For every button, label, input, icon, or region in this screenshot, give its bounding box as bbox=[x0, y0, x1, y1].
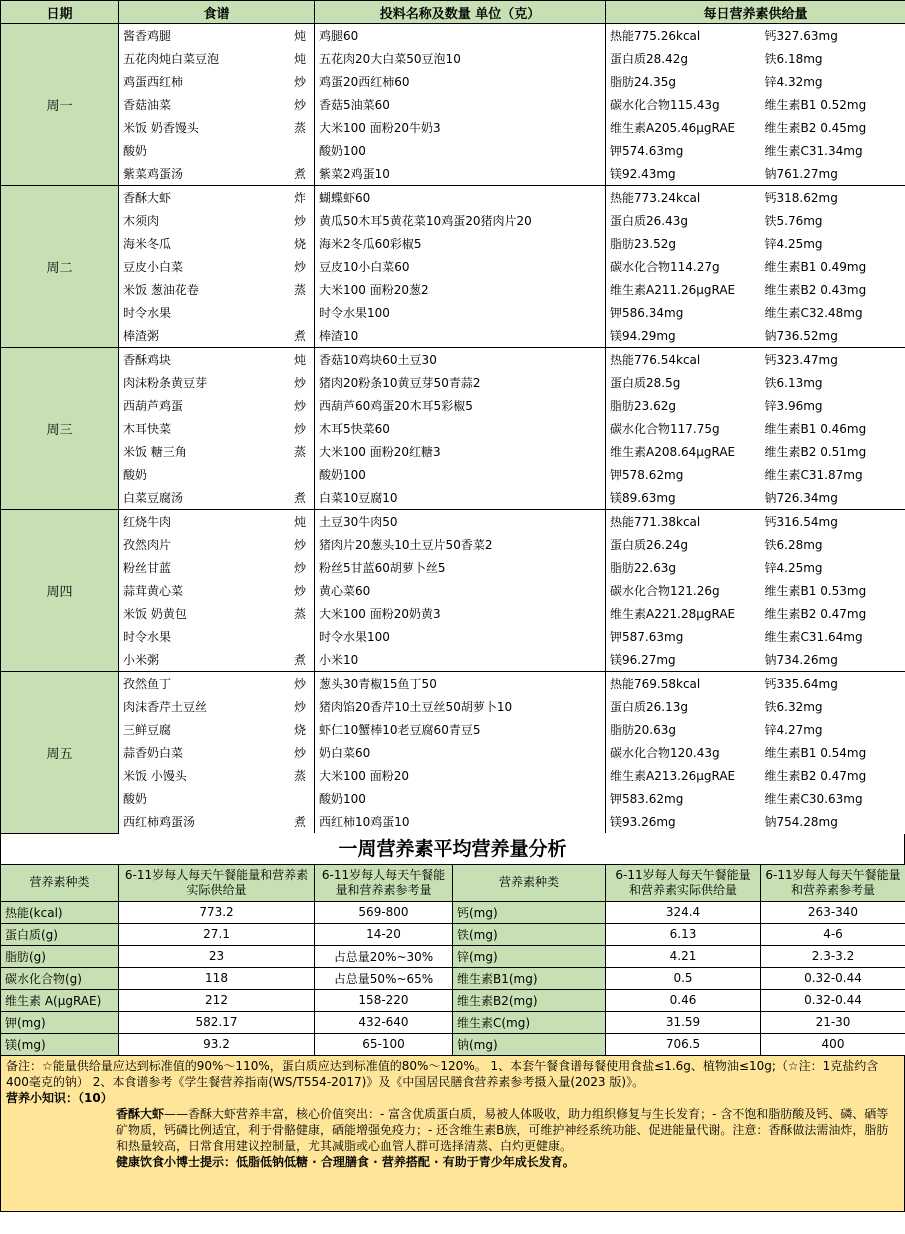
menu-row bbox=[1, 695, 905, 718]
nutrient-amount: 158-220 bbox=[315, 989, 453, 1011]
day-label: 周二 bbox=[1, 186, 119, 348]
nutrient-name: 钾(mg) bbox=[1, 1011, 119, 1033]
dish-name: 西红柿鸡蛋汤 bbox=[119, 810, 281, 833]
analysis-header-row bbox=[1, 864, 905, 901]
dish-name: 酸奶 bbox=[119, 463, 281, 486]
menu-row bbox=[1, 463, 905, 486]
nutrient-value: 蛋白质26.43g bbox=[606, 209, 761, 232]
nutrient-value: 维生素A213.26μgRAE bbox=[606, 764, 761, 787]
dish-name: 酸奶 bbox=[119, 787, 281, 810]
nutrient-amount: 0.5 bbox=[606, 967, 761, 989]
nutrient-amount: 263-340 bbox=[761, 901, 905, 923]
nutrient-value: 碳水化合物115.43g bbox=[606, 93, 761, 116]
analysis-row bbox=[1, 1011, 905, 1033]
analysis-header-actual-2: 6-11岁每人每天午餐能量和营养素实际供给量 bbox=[606, 864, 761, 901]
dish-name: 米饭 奶黄包 bbox=[119, 602, 281, 625]
notes-panel bbox=[0, 1056, 905, 1212]
ingredients-cell: 棒渣10 bbox=[315, 324, 606, 348]
nutrient-value: 维生素C31.34mg bbox=[761, 139, 905, 162]
menu-row bbox=[1, 602, 905, 625]
menu-body bbox=[1, 24, 905, 834]
nutrient-name: 维生素B1(mg) bbox=[453, 967, 606, 989]
menu-row bbox=[1, 47, 905, 70]
menu-row bbox=[1, 24, 905, 48]
analysis-row bbox=[1, 967, 905, 989]
nutrient-amount: 占总量50%~65% bbox=[315, 967, 453, 989]
nutrient-value: 维生素C31.87mg bbox=[761, 463, 905, 486]
dish-name: 米饭 小馒头 bbox=[119, 764, 281, 787]
menu-row bbox=[1, 70, 905, 93]
day-label: 周三 bbox=[1, 348, 119, 510]
menu-row bbox=[1, 510, 905, 534]
ingredients-cell: 大米100 面粉20奶黄3 bbox=[315, 602, 606, 625]
nutrient-value: 脂肪20.63g bbox=[606, 718, 761, 741]
ingredients-cell: 粉丝5甘蓝60胡萝卜丝5 bbox=[315, 556, 606, 579]
cooking-method bbox=[281, 463, 315, 486]
nutrient-value: 铁6.13mg bbox=[761, 371, 905, 394]
nutrient-value: 维生素B2 0.51mg bbox=[761, 440, 905, 463]
cooking-method bbox=[281, 625, 315, 648]
cooking-method: 炖 bbox=[281, 47, 315, 70]
menu-row bbox=[1, 255, 905, 278]
cooking-method: 炒 bbox=[281, 672, 315, 696]
cooking-method: 炖 bbox=[281, 510, 315, 534]
dish-name: 豆皮小白菜 bbox=[119, 255, 281, 278]
slogan-text: 健康饮食小博士提示：低脂低钠低糖 · 合理膳食 · 营养搭配 · 有助于青少年成长发育。 bbox=[116, 1154, 575, 1169]
nutrient-amount: 占总量20%~30% bbox=[315, 945, 453, 967]
nutrient-amount: 582.17 bbox=[119, 1011, 315, 1033]
nutrient-value: 维生素A205.46μgRAE bbox=[606, 116, 761, 139]
ingredients-cell: 香菇5油菜60 bbox=[315, 93, 606, 116]
nutrient-value: 热能776.54kcal bbox=[606, 348, 761, 372]
nutrient-value: 锌4.32mg bbox=[761, 70, 905, 93]
cooking-method: 蒸 bbox=[281, 116, 315, 139]
ingredients-cell: 白菜10豆腐10 bbox=[315, 486, 606, 510]
cooking-method bbox=[281, 787, 315, 810]
menu-row bbox=[1, 116, 905, 139]
nutrient-value: 脂肪23.52g bbox=[606, 232, 761, 255]
nutrient-value: 热能769.58kcal bbox=[606, 672, 761, 696]
nutrient-value: 热能775.26kcal bbox=[606, 24, 761, 48]
nutrient-value: 碳水化合物120.43g bbox=[606, 741, 761, 764]
dish-name: 五花肉炖白菜豆泡 bbox=[119, 47, 281, 70]
nutrient-value: 蛋白质26.24g bbox=[606, 533, 761, 556]
nutrient-amount: 432-640 bbox=[315, 1011, 453, 1033]
menu-header-row bbox=[1, 1, 905, 24]
menu-row bbox=[1, 232, 905, 255]
cooking-method: 煮 bbox=[281, 486, 315, 510]
nutrient-amount: 400 bbox=[761, 1033, 905, 1055]
ingredients-cell: 虾仁10蟹棒10老豆腐60青豆5 bbox=[315, 718, 606, 741]
dish-name: 海米冬瓜 bbox=[119, 232, 281, 255]
dish-name: 时令水果 bbox=[119, 301, 281, 324]
ingredients-cell: 大米100 面粉20葱2 bbox=[315, 278, 606, 301]
nutrient-amount: 21-30 bbox=[761, 1011, 905, 1033]
nutrient-name: 维生素B2(mg) bbox=[453, 989, 606, 1011]
tips-subject: 香酥大虾 bbox=[116, 1106, 165, 1121]
dish-name: 粉丝甘蓝 bbox=[119, 556, 281, 579]
ingredients-cell: 小米10 bbox=[315, 648, 606, 672]
nutrient-value: 钾583.62mg bbox=[606, 787, 761, 810]
nutrient-value: 钠754.28mg bbox=[761, 810, 905, 833]
nutrient-value: 钙318.62mg bbox=[761, 186, 905, 210]
nutrient-value: 钾587.63mg bbox=[606, 625, 761, 648]
menu-row bbox=[1, 810, 905, 833]
analysis-row bbox=[1, 923, 905, 945]
cooking-method: 煮 bbox=[281, 810, 315, 833]
nutrient-value: 铁6.28mg bbox=[761, 533, 905, 556]
menu-row bbox=[1, 625, 905, 648]
cooking-method bbox=[281, 301, 315, 324]
nutrient-value: 镁89.63mg bbox=[606, 486, 761, 510]
cooking-method: 蒸 bbox=[281, 764, 315, 787]
cooking-method: 炒 bbox=[281, 417, 315, 440]
nutrient-analysis-table bbox=[0, 864, 905, 1056]
nutrient-value: 蛋白质26.13g bbox=[606, 695, 761, 718]
ingredients-cell: 五花肉20大白菜50豆泡10 bbox=[315, 47, 606, 70]
menu-row bbox=[1, 579, 905, 602]
cooking-method: 炒 bbox=[281, 533, 315, 556]
ingredients-cell: 时令水果100 bbox=[315, 625, 606, 648]
ingredients-cell: 黄心菜60 bbox=[315, 579, 606, 602]
nutrient-value: 维生素C32.48mg bbox=[761, 301, 905, 324]
nutrient-amount: 0.32-0.44 bbox=[761, 989, 905, 1011]
cooking-method: 煮 bbox=[281, 162, 315, 186]
nutrient-name: 碳水化合物(g) bbox=[1, 967, 119, 989]
nutrient-value: 钠734.26mg bbox=[761, 648, 905, 672]
tips-body: ——香酥大虾营养丰富，核心价值突出：- 富含优质蛋白质，易被人体吸收，助力组织修复与生长发育；- 含不饱和脂肪酸及钙、磷、硒等矿物质，钙磷比例适宜，利于骨骼健康，硒能增强免疫力；- 还含维生素B族，可维护神经系统功能、促进能量代谢。注意：香酥做法需油炸，脂肪和热量较高，日常食用建议控制量，尤其减脂或心血管人群可选择清蒸、白灼更健康。 bbox=[116, 1106, 889, 1153]
menu-row bbox=[1, 787, 905, 810]
nutrient-amount: 2.3-3.2 bbox=[761, 945, 905, 967]
nutrient-value: 维生素A221.28μgRAE bbox=[606, 602, 761, 625]
menu-row bbox=[1, 93, 905, 116]
nutrient-value: 蛋白质28.42g bbox=[606, 47, 761, 70]
ingredients-cell: 大米100 面粉20红糖3 bbox=[315, 440, 606, 463]
cooking-method: 蒸 bbox=[281, 440, 315, 463]
dish-name: 蒜香奶白菜 bbox=[119, 741, 281, 764]
dish-name: 棒渣粥 bbox=[119, 324, 281, 348]
nutrient-value: 维生素A211.26μgRAE bbox=[606, 278, 761, 301]
ingredients-cell: 豆皮10小白菜60 bbox=[315, 255, 606, 278]
nutrient-value: 镁92.43mg bbox=[606, 162, 761, 186]
analysis-body bbox=[1, 901, 905, 1055]
ingredients-cell: 酸奶100 bbox=[315, 463, 606, 486]
ingredients-cell: 西红柿10鸡蛋10 bbox=[315, 810, 606, 833]
nutrient-value: 维生素C31.64mg bbox=[761, 625, 905, 648]
ingredients-cell: 酸奶100 bbox=[315, 139, 606, 162]
menu-row bbox=[1, 672, 905, 696]
menu-row bbox=[1, 301, 905, 324]
nutrient-amount: 93.2 bbox=[119, 1033, 315, 1055]
analysis-header-actual: 6-11岁每人每天午餐能量和营养素实际供给量 bbox=[119, 864, 315, 901]
cooking-method bbox=[281, 139, 315, 162]
dish-name: 米饭 奶香馒头 bbox=[119, 116, 281, 139]
cooking-method: 炸 bbox=[281, 186, 315, 210]
nutrient-amount: 65-100 bbox=[315, 1033, 453, 1055]
menu-row bbox=[1, 209, 905, 232]
cooking-method: 炒 bbox=[281, 209, 315, 232]
nutrient-value: 维生素A208.64μgRAE bbox=[606, 440, 761, 463]
analysis-row bbox=[1, 901, 905, 923]
tips-heading: 营养小知识：（10） bbox=[6, 1090, 113, 1105]
nutrient-value: 维生素B2 0.43mg bbox=[761, 278, 905, 301]
menu-row bbox=[1, 371, 905, 394]
nutrient-amount: 212 bbox=[119, 989, 315, 1011]
cooking-method: 炒 bbox=[281, 394, 315, 417]
cooking-method: 炒 bbox=[281, 255, 315, 278]
analysis-title: 一周营养素平均营养量分析 bbox=[0, 834, 905, 864]
ingredients-cell: 木耳5快菜60 bbox=[315, 417, 606, 440]
nutrient-value: 脂肪22.63g bbox=[606, 556, 761, 579]
nutrient-value: 钾578.62mg bbox=[606, 463, 761, 486]
ingredients-cell: 猪肉馅20香芹10土豆丝50胡萝卜10 bbox=[315, 695, 606, 718]
nutrient-value: 碳水化合物114.27g bbox=[606, 255, 761, 278]
dish-name: 酸奶 bbox=[119, 139, 281, 162]
ingredients-cell: 大米100 面粉20牛奶3 bbox=[315, 116, 606, 139]
nutrient-amount: 4.21 bbox=[606, 945, 761, 967]
menu-row bbox=[1, 324, 905, 348]
nutrient-value: 碳水化合物121.26g bbox=[606, 579, 761, 602]
menu-row bbox=[1, 486, 905, 510]
menu-row bbox=[1, 278, 905, 301]
cooking-method: 炖 bbox=[281, 24, 315, 48]
nutrient-name: 蛋白质(g) bbox=[1, 923, 119, 945]
cooking-method: 炒 bbox=[281, 556, 315, 579]
nutrient-value: 镁93.26mg bbox=[606, 810, 761, 833]
menu-row bbox=[1, 718, 905, 741]
nutrient-value: 钾586.34mg bbox=[606, 301, 761, 324]
nutrient-amount: 27.1 bbox=[119, 923, 315, 945]
nutrient-amount: 706.5 bbox=[606, 1033, 761, 1055]
nutrient-value: 脂肪24.35g bbox=[606, 70, 761, 93]
nutrient-name: 维生素 A(μgRAE) bbox=[1, 989, 119, 1011]
nutrient-value: 镁96.27mg bbox=[606, 648, 761, 672]
cooking-method: 炒 bbox=[281, 741, 315, 764]
dish-name: 肉沫香芹土豆丝 bbox=[119, 695, 281, 718]
day-label: 周四 bbox=[1, 510, 119, 672]
analysis-header-nutrient: 营养素种类 bbox=[1, 864, 119, 901]
ingredients-cell: 香菇10鸡块60土豆30 bbox=[315, 348, 606, 372]
analysis-header-reference: 6-11岁每人每天午餐能量和营养素参考量 bbox=[315, 864, 453, 901]
nutrient-name: 钙(mg) bbox=[453, 901, 606, 923]
cooking-method: 蒸 bbox=[281, 602, 315, 625]
dish-name: 酱香鸡腿 bbox=[119, 24, 281, 48]
dish-name: 西葫芦鸡蛋 bbox=[119, 394, 281, 417]
nutrient-name: 脂肪(g) bbox=[1, 945, 119, 967]
header-date: 日期 bbox=[1, 1, 119, 24]
nutrient-name: 热能(kcal) bbox=[1, 901, 119, 923]
nutrient-value: 热能771.38kcal bbox=[606, 510, 761, 534]
nutrient-value: 镁94.29mg bbox=[606, 324, 761, 348]
header-nutrients: 每日营养素供给量 bbox=[606, 1, 905, 24]
nutrient-value: 锌4.25mg bbox=[761, 232, 905, 255]
nutrient-name: 维生素C(mg) bbox=[453, 1011, 606, 1033]
analysis-row bbox=[1, 989, 905, 1011]
header-ingredients: 投料名称及数量 单位（克） bbox=[315, 1, 606, 24]
nutrient-amount: 569-800 bbox=[315, 901, 453, 923]
nutrient-amount: 0.32-0.44 bbox=[761, 967, 905, 989]
nutrient-value: 维生素B1 0.46mg bbox=[761, 417, 905, 440]
nutrient-value: 锌4.25mg bbox=[761, 556, 905, 579]
nutrient-value: 维生素B2 0.47mg bbox=[761, 602, 905, 625]
dish-name: 白菜豆腐汤 bbox=[119, 486, 281, 510]
cooking-method: 炒 bbox=[281, 93, 315, 116]
dish-name: 孜然鱼丁 bbox=[119, 672, 281, 696]
nutrient-value: 锌3.96mg bbox=[761, 394, 905, 417]
dish-name: 木须肉 bbox=[119, 209, 281, 232]
menu-row bbox=[1, 648, 905, 672]
menu-row bbox=[1, 139, 905, 162]
menu-row bbox=[1, 533, 905, 556]
menu-row bbox=[1, 162, 905, 186]
nutrient-value: 维生素B2 0.45mg bbox=[761, 116, 905, 139]
dish-name: 红烧牛肉 bbox=[119, 510, 281, 534]
ingredients-cell: 酸奶100 bbox=[315, 787, 606, 810]
cooking-method: 炒 bbox=[281, 371, 315, 394]
dish-name: 紫菜鸡蛋汤 bbox=[119, 162, 281, 186]
nutrient-name: 铁(mg) bbox=[453, 923, 606, 945]
nutrient-value: 蛋白质28.5g bbox=[606, 371, 761, 394]
ingredients-cell: 蝴蝶虾60 bbox=[315, 186, 606, 210]
analysis-header-reference-2: 6-11岁每人每天午餐能量和营养素参考量 bbox=[761, 864, 905, 901]
menu-row bbox=[1, 556, 905, 579]
ingredients-cell: 大米100 面粉20 bbox=[315, 764, 606, 787]
ingredients-cell: 猪肉20粉条10黄豆芽50青蒜2 bbox=[315, 371, 606, 394]
ingredients-cell: 土豆30牛肉50 bbox=[315, 510, 606, 534]
nutrient-value: 钙335.64mg bbox=[761, 672, 905, 696]
dish-name: 时令水果 bbox=[119, 625, 281, 648]
nutrient-value: 钙327.63mg bbox=[761, 24, 905, 48]
day-label: 周一 bbox=[1, 24, 119, 186]
nutrient-value: 维生素B1 0.53mg bbox=[761, 579, 905, 602]
nutrient-value: 铁5.76mg bbox=[761, 209, 905, 232]
nutrient-amount: 4-6 bbox=[761, 923, 905, 945]
analysis-row bbox=[1, 1033, 905, 1055]
dish-name: 肉沫粉条黄豆芽 bbox=[119, 371, 281, 394]
ingredients-cell: 鸡蛋20西红柿60 bbox=[315, 70, 606, 93]
dish-name: 小米粥 bbox=[119, 648, 281, 672]
cooking-method: 炖 bbox=[281, 348, 315, 372]
menu-row bbox=[1, 417, 905, 440]
nutrient-amount: 324.4 bbox=[606, 901, 761, 923]
ingredients-cell: 鸡腿60 bbox=[315, 24, 606, 48]
menu-row bbox=[1, 394, 905, 417]
cooking-method: 炒 bbox=[281, 579, 315, 602]
dish-name: 香酥大虾 bbox=[119, 186, 281, 210]
nutrient-value: 钠761.27mg bbox=[761, 162, 905, 186]
remark-text: 备注：☆能量供给量应达到标准值的90%～110%，蛋白质应达到标准值的80%～120%。 1、本套午餐食谱每餐使用食盐≤1.6g、植物油≤10g;（☆注：1克盐约含400毫克的钠） 2、本食谱参考《学生餐营养指南(WS/T554-2017)》及《中国居民膳食营养素参考摄入量(2023 版)》。 bbox=[6, 1058, 879, 1089]
cooking-method: 煮 bbox=[281, 324, 315, 348]
dish-name: 香菇油菜 bbox=[119, 93, 281, 116]
dish-name: 鸡蛋西红柿 bbox=[119, 70, 281, 93]
nutrient-amount: 23 bbox=[119, 945, 315, 967]
cooking-method: 烧 bbox=[281, 718, 315, 741]
menu-row bbox=[1, 440, 905, 463]
day-label: 周五 bbox=[1, 672, 119, 834]
ingredients-cell: 海米2冬瓜60彩椒5 bbox=[315, 232, 606, 255]
ingredients-cell: 紫菜2鸡蛋10 bbox=[315, 162, 606, 186]
nutrient-name: 钠(mg) bbox=[453, 1033, 606, 1055]
nutrient-amount: 14-20 bbox=[315, 923, 453, 945]
cooking-method: 炒 bbox=[281, 70, 315, 93]
nutrient-value: 维生素B1 0.54mg bbox=[761, 741, 905, 764]
ingredients-cell: 葱头30青椒15鱼丁50 bbox=[315, 672, 606, 696]
nutrient-name: 锌(mg) bbox=[453, 945, 606, 967]
nutrient-amount: 6.13 bbox=[606, 923, 761, 945]
nutrient-amount: 0.46 bbox=[606, 989, 761, 1011]
nutrient-value: 钙316.54mg bbox=[761, 510, 905, 534]
nutrient-value: 碳水化合物117.75g bbox=[606, 417, 761, 440]
nutrient-value: 锌4.27mg bbox=[761, 718, 905, 741]
dish-name: 米饭 糖三角 bbox=[119, 440, 281, 463]
menu-row bbox=[1, 741, 905, 764]
nutrient-amount: 773.2 bbox=[119, 901, 315, 923]
dish-name: 香酥鸡块 bbox=[119, 348, 281, 372]
header-recipe: 食谱 bbox=[119, 1, 315, 24]
analysis-row bbox=[1, 945, 905, 967]
menu-row bbox=[1, 764, 905, 787]
analysis-header-nutrient-2: 营养素种类 bbox=[453, 864, 606, 901]
nutrient-value: 钠736.52mg bbox=[761, 324, 905, 348]
nutrient-value: 钙323.47mg bbox=[761, 348, 905, 372]
cooking-method: 烧 bbox=[281, 232, 315, 255]
dish-name: 木耳快菜 bbox=[119, 417, 281, 440]
menu-row bbox=[1, 348, 905, 372]
ingredients-cell: 西葫芦60鸡蛋20木耳5彩椒5 bbox=[315, 394, 606, 417]
dish-name: 孜然肉片 bbox=[119, 533, 281, 556]
nutrient-value: 维生素C30.63mg bbox=[761, 787, 905, 810]
menu-row bbox=[1, 186, 905, 210]
dish-name: 蒜茸黄心菜 bbox=[119, 579, 281, 602]
nutrient-value: 钾574.63mg bbox=[606, 139, 761, 162]
nutrient-name: 镁(mg) bbox=[1, 1033, 119, 1055]
ingredients-cell: 时令水果100 bbox=[315, 301, 606, 324]
nutrient-value: 维生素B2 0.47mg bbox=[761, 764, 905, 787]
nutrient-amount: 118 bbox=[119, 967, 315, 989]
ingredients-cell: 奶白菜60 bbox=[315, 741, 606, 764]
nutrient-value: 铁6.18mg bbox=[761, 47, 905, 70]
dish-name: 米饭 葱油花卷 bbox=[119, 278, 281, 301]
nutrient-value: 铁6.32mg bbox=[761, 695, 905, 718]
ingredients-cell: 黄瓜50木耳5黄花菜10鸡蛋20猪肉片20 bbox=[315, 209, 606, 232]
cooking-method: 蒸 bbox=[281, 278, 315, 301]
nutrient-amount: 31.59 bbox=[606, 1011, 761, 1033]
nutrient-value: 维生素B1 0.49mg bbox=[761, 255, 905, 278]
nutrient-value: 热能773.24kcal bbox=[606, 186, 761, 210]
cooking-method: 煮 bbox=[281, 648, 315, 672]
ingredients-cell: 猪肉片20葱头10土豆片50香菜2 bbox=[315, 533, 606, 556]
tips-paragraph bbox=[6, 1106, 899, 1154]
nutrient-value: 维生素B1 0.52mg bbox=[761, 93, 905, 116]
cooking-method: 炒 bbox=[281, 695, 315, 718]
nutrient-value: 钠726.34mg bbox=[761, 486, 905, 510]
dish-name: 三鲜豆腐 bbox=[119, 718, 281, 741]
nutrient-value: 脂肪23.62g bbox=[606, 394, 761, 417]
